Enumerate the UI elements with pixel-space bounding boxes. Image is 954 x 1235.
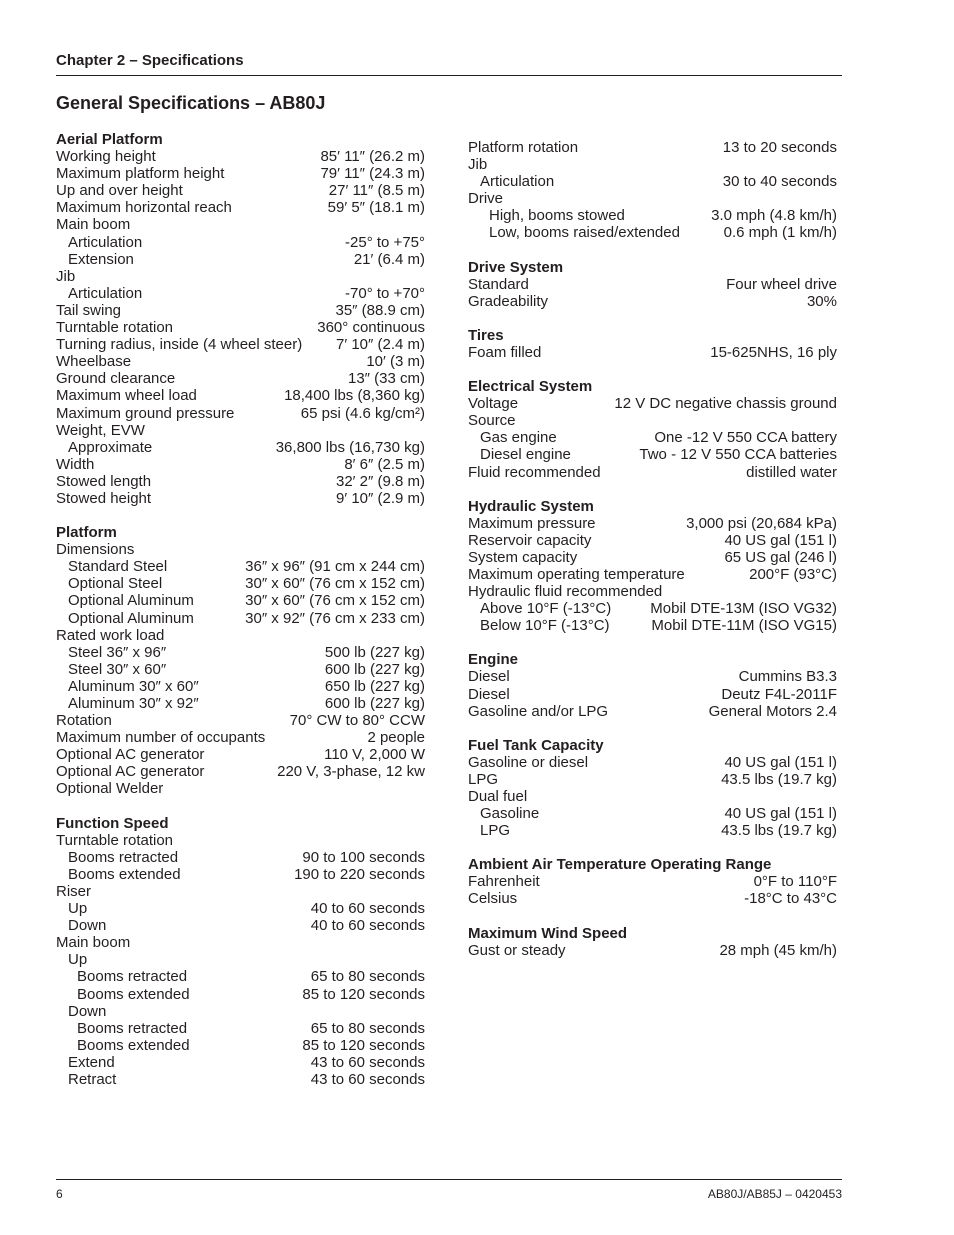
spec-label: Reservoir capacity — [468, 531, 592, 549]
spec-row — [56, 182, 425, 199]
spec-row — [468, 686, 837, 703]
spec-value: 3.0 mph (4.8 km/h) — [711, 207, 837, 225]
spec-row — [56, 405, 425, 422]
spec-label: Up — [68, 900, 88, 918]
spec-row — [468, 173, 837, 190]
spec-label: Below 10°F (-13°C) — [480, 617, 610, 635]
spec-label: Diesel engine — [480, 446, 571, 464]
spec-value: 600 lb (227 kg) — [324, 660, 425, 678]
spec-row — [468, 754, 837, 771]
spec-row — [468, 805, 837, 822]
spec-value: 110 V, 2,000 W — [324, 746, 425, 764]
spec-section — [468, 737, 837, 840]
spec-value: 18,400 lbs (8,360 kg) — [284, 387, 425, 405]
spec-value: 79′ 11″ (24.3 m) — [320, 165, 425, 183]
spec-label: Stowed height — [56, 489, 152, 507]
spec-label: Above 10°F (-13°C) — [480, 600, 612, 618]
spec-label: Jib — [468, 156, 488, 174]
spec-row — [56, 780, 425, 797]
spec-label: Rated work load — [56, 626, 165, 644]
spec-label: Fahrenheit — [468, 873, 540, 891]
spec-label: Main boom — [56, 216, 131, 234]
spec-value: 35″ (88.9 cm) — [335, 301, 425, 319]
spec-value: 85′ 11″ (26.2 m) — [320, 148, 425, 166]
spec-row — [468, 942, 837, 959]
spec-label: Optional Aluminum — [68, 609, 194, 627]
spec-value: -25° to +75° — [345, 233, 425, 251]
spec-row — [468, 139, 837, 156]
spec-row — [56, 1054, 425, 1071]
spec-label: Aluminum 30″ x 92″ — [68, 695, 199, 712]
spec-row — [468, 788, 837, 805]
spec-row — [56, 951, 425, 968]
spec-value: 13″ (33 cm) — [348, 370, 425, 388]
spec-label: Gradeability — [468, 292, 549, 310]
spec-row — [56, 370, 425, 387]
spec-row — [468, 190, 837, 207]
spec-label: Retract — [68, 1070, 117, 1088]
spec-value: 10′ (3 m) — [366, 353, 425, 371]
spec-row — [468, 549, 837, 566]
section-title: Ambient Air Temperature Operating Range — [468, 856, 772, 874]
spec-row — [56, 575, 425, 592]
spec-value: 85 to 120 seconds — [302, 1036, 425, 1054]
spec-value: 0.6 mph (1 km/h) — [723, 224, 837, 242]
spec-label: Booms retracted — [77, 968, 188, 986]
spec-row — [56, 917, 425, 934]
spec-value: 30 to 40 seconds — [722, 173, 837, 191]
spec-row — [468, 703, 837, 720]
spec-label: Voltage — [468, 395, 519, 413]
spec-section — [468, 327, 837, 361]
spec-label: LPG — [468, 770, 499, 788]
section-title: Tires — [468, 326, 504, 344]
spec-row — [468, 668, 837, 685]
spec-row — [468, 293, 837, 310]
spec-label: Maximum pressure — [468, 514, 596, 532]
spec-label: Width — [56, 455, 95, 473]
spec-row — [56, 986, 425, 1003]
spec-label: Articulation — [68, 233, 143, 251]
spec-label: Maximum ground pressure — [56, 404, 235, 422]
spec-label: Steel 36″ x 96″ — [68, 643, 167, 661]
spec-row — [56, 251, 425, 268]
spec-row — [56, 644, 425, 661]
spec-label: Weight, EVW — [56, 421, 145, 439]
spec-label: Dimensions — [56, 541, 135, 559]
spec-row — [56, 729, 425, 746]
spec-label: Booms retracted — [77, 1019, 188, 1037]
spec-label: Riser — [56, 882, 92, 900]
spec-label: Turntable rotation — [56, 831, 174, 849]
spec-label: Tail swing — [56, 301, 122, 319]
spec-value: 65 US gal (246 l) — [724, 548, 837, 566]
header-rule — [56, 75, 842, 76]
spec-label: Gasoline — [480, 805, 540, 823]
spec-label: Optional Welder — [56, 780, 164, 798]
spec-label: Stowed length — [56, 472, 152, 490]
spec-label: Main boom — [56, 934, 131, 952]
spec-value: Four wheel drive — [726, 275, 837, 293]
spec-row — [468, 873, 837, 890]
spec-label: Maximum number of occupants — [56, 729, 266, 747]
spec-row — [468, 446, 837, 463]
spec-value: 59′ 5″ (18.1 m) — [327, 199, 425, 217]
spec-value: 43.5 lbs (19.7 kg) — [721, 770, 837, 788]
spec-label: Aluminum 30″ x 60″ — [68, 677, 199, 695]
spec-label: Fluid recommended — [468, 463, 601, 481]
spec-label: Foam filled — [468, 343, 542, 361]
spec-row — [468, 617, 837, 634]
spec-section — [468, 378, 837, 481]
spec-label: Maximum platform height — [56, 165, 225, 183]
spec-value: 43 to 60 seconds — [310, 1053, 425, 1071]
spec-label: Jib — [56, 267, 76, 285]
spec-row — [468, 600, 837, 617]
spec-row — [56, 832, 425, 849]
spec-value: distilled water — [746, 463, 837, 481]
spec-value: 2 people — [367, 729, 425, 747]
spec-section — [468, 925, 837, 959]
spec-row — [468, 207, 837, 224]
spec-label: Celsius — [468, 890, 518, 908]
section-title: Hydraulic System — [468, 497, 594, 515]
footer-rule — [56, 1179, 842, 1180]
spec-row — [468, 464, 837, 481]
spec-label: Up — [68, 951, 88, 969]
spec-row — [56, 592, 425, 609]
spec-label: Booms extended — [77, 985, 190, 1003]
spec-label: Steel 30″ x 60″ — [68, 660, 167, 678]
spec-value: 0°F to 110°F — [753, 873, 837, 891]
spec-row — [56, 387, 425, 404]
section-title: Electrical System — [468, 378, 593, 396]
spec-value: 360° continuous — [317, 319, 425, 337]
spec-value: 36,800 lbs (16,730 kg) — [275, 438, 425, 456]
spec-label: Booms extended — [68, 865, 181, 883]
spec-value: 40 to 60 seconds — [310, 900, 425, 918]
spec-value: 30″ x 92″ (76 cm x 233 cm) — [245, 609, 425, 627]
spec-value: -70° to +70° — [345, 284, 425, 302]
spec-row — [468, 156, 837, 173]
spec-value: One -12 V 550 CCA battery — [654, 429, 837, 447]
page-title: General Specifications – AB80J — [56, 93, 326, 113]
spec-label: Source — [468, 412, 516, 430]
spec-value: 30″ x 60″ (76 cm x 152 cm) — [245, 592, 425, 610]
section-title: Drive System — [468, 258, 564, 276]
spec-value: 21′ (6.4 m) — [353, 250, 425, 268]
spec-value: 3,000 psi (20,684 kPa) — [686, 514, 837, 532]
spec-label: Diesel — [468, 685, 510, 703]
section-title: Engine — [468, 651, 519, 669]
spec-row — [56, 439, 425, 456]
spec-row — [468, 771, 837, 788]
spec-label: Maximum horizontal reach — [56, 199, 232, 217]
spec-value: 28 mph (45 km/h) — [719, 941, 837, 959]
spec-value: Deutz F4L-2011F — [721, 685, 837, 703]
spec-value: 220 V, 3-phase, 12 kw — [277, 763, 425, 781]
spec-row — [56, 1071, 425, 1088]
spec-label: Optional Steel — [68, 575, 163, 593]
spec-row — [468, 532, 837, 549]
spec-label: Gust or steady — [468, 941, 566, 959]
spec-value: Cummins B3.3 — [738, 668, 837, 686]
spec-row — [56, 558, 425, 575]
spec-section — [468, 651, 837, 719]
spec-row — [56, 763, 425, 780]
spec-section — [468, 259, 837, 310]
spec-row — [468, 583, 837, 600]
spec-value: 43.5 lbs (19.7 kg) — [721, 822, 837, 840]
spec-section — [468, 139, 837, 242]
section-title: Function Speed — [56, 814, 169, 832]
spec-value: 90 to 100 seconds — [302, 848, 425, 866]
spec-value: 600 lb (227 kg) — [324, 695, 425, 712]
spec-row — [56, 285, 425, 302]
section-title: Aerial Platform — [56, 131, 163, 148]
spec-row — [56, 490, 425, 507]
spec-label: Down — [68, 1002, 107, 1020]
spec-value: 190 to 220 seconds — [294, 865, 425, 883]
spec-value: 30% — [806, 292, 837, 310]
spec-row — [56, 712, 425, 729]
spec-value: 85 to 120 seconds — [302, 985, 425, 1003]
spec-value: 32′ 2″ (9.8 m) — [336, 472, 425, 490]
spec-value: 40 US gal (151 l) — [724, 805, 837, 823]
spec-label: Standard — [468, 275, 529, 293]
spec-value: 40 to 60 seconds — [310, 917, 425, 935]
spec-label: System capacity — [468, 548, 578, 566]
spec-value: 70° CW to 80° CCW — [289, 712, 425, 730]
spec-row — [56, 934, 425, 951]
right-column — [468, 139, 837, 976]
spec-label: Optional Aluminum — [68, 592, 194, 610]
spec-section — [56, 524, 425, 798]
spec-row — [56, 883, 425, 900]
spec-label: Drive — [468, 190, 504, 208]
spec-row — [56, 661, 425, 678]
spec-label: Booms retracted — [68, 848, 179, 866]
spec-row — [56, 610, 425, 627]
spec-row — [56, 302, 425, 319]
spec-value: 13 to 20 seconds — [722, 139, 837, 156]
spec-label: Hydraulic fluid recommended — [468, 583, 663, 601]
spec-label: Maximum operating temperature — [468, 565, 685, 583]
spec-row — [56, 336, 425, 353]
spec-section — [56, 815, 425, 1089]
section-title: Platform — [56, 524, 117, 542]
section-title: Fuel Tank Capacity — [468, 736, 604, 754]
spec-value: General Motors 2.4 — [708, 702, 837, 720]
spec-row — [56, 199, 425, 216]
spec-row — [56, 234, 425, 251]
spec-label: Standard Steel — [68, 558, 168, 576]
spec-value: 9′ 10″ (2.9 m) — [336, 489, 425, 507]
spec-value: Two - 12 V 550 CCA batteries — [639, 446, 837, 464]
spec-row — [56, 1020, 425, 1037]
spec-label: Up and over height — [56, 182, 183, 200]
spec-label: High, booms stowed — [489, 207, 625, 225]
spec-label: Dual fuel — [468, 788, 528, 805]
spec-row — [468, 276, 837, 293]
spec-row — [468, 412, 837, 429]
spec-value: 30″ x 60″ (76 cm x 152 cm) — [245, 575, 425, 593]
spec-row — [56, 900, 425, 917]
spec-row — [56, 849, 425, 866]
spec-section — [468, 856, 837, 907]
spec-value: 65 to 80 seconds — [310, 968, 425, 986]
spec-label: Booms extended — [77, 1036, 190, 1054]
spec-row — [56, 678, 425, 695]
spec-label: Approximate — [68, 438, 153, 456]
spec-label: Platform rotation — [468, 139, 579, 156]
spec-label: Maximum wheel load — [56, 387, 197, 405]
spec-value: 36″ x 96″ (91 cm x 244 cm) — [245, 558, 425, 576]
spec-value: 27′ 11″ (8.5 m) — [328, 182, 425, 200]
spec-label: Diesel — [468, 668, 510, 686]
spec-section — [56, 131, 425, 507]
spec-value: 40 US gal (151 l) — [724, 753, 837, 771]
spec-row — [56, 216, 425, 233]
spec-row — [56, 422, 425, 439]
spec-label: Ground clearance — [56, 370, 176, 388]
spec-row — [468, 890, 837, 907]
page-number: 6 — [56, 1187, 63, 1201]
spec-row — [468, 515, 837, 532]
spec-row — [56, 319, 425, 336]
spec-row — [468, 344, 837, 361]
spec-value: 200°F (93°C) — [749, 565, 837, 583]
spec-row — [468, 822, 837, 839]
spec-value: 15-625NHS, 16 ply — [710, 343, 837, 361]
spec-section — [468, 498, 837, 635]
spec-row — [56, 353, 425, 370]
spec-label: Optional AC generator — [56, 763, 205, 781]
spec-label: Gasoline and/or LPG — [468, 702, 609, 720]
spec-value: 8′ 6″ (2.5 m) — [344, 455, 425, 473]
spec-label: Rotation — [56, 712, 112, 730]
spec-label: Working height — [56, 148, 156, 166]
spec-value: 12 V DC negative chassis ground — [614, 395, 837, 413]
spec-label: Turning radius, inside (4 wheel steer) — [56, 336, 303, 354]
spec-row — [56, 165, 425, 182]
spec-value: -18°C to 43°C — [744, 890, 837, 908]
spec-value: 43 to 60 seconds — [310, 1070, 425, 1088]
spec-row — [56, 695, 425, 712]
spec-value: 650 lb (227 kg) — [324, 677, 425, 695]
spec-value: 65 psi (4.6 kg/cm²) — [300, 404, 425, 422]
spec-row — [468, 224, 837, 241]
spec-row — [56, 627, 425, 644]
spec-label: Optional AC generator — [56, 746, 205, 764]
spec-row — [56, 866, 425, 883]
spec-value: 500 lb (227 kg) — [324, 643, 425, 661]
spec-value: Mobil DTE-11M (ISO VG15) — [651, 617, 837, 635]
document-id: AB80J/AB85J – 0420453 — [707, 1187, 842, 1201]
spec-row — [468, 429, 837, 446]
section-title: Maximum Wind Speed — [468, 924, 628, 942]
spec-row — [56, 968, 425, 985]
spec-label: Turntable rotation — [56, 319, 174, 337]
spec-row — [56, 268, 425, 285]
spec-row — [56, 746, 425, 763]
spec-label: Gasoline or diesel — [468, 753, 589, 771]
spec-label: LPG — [480, 822, 511, 840]
spec-label: Down — [68, 917, 107, 935]
spec-label: Extend — [68, 1053, 115, 1071]
spec-row — [56, 148, 425, 165]
spec-value: Mobil DTE-13M (ISO VG32) — [650, 600, 837, 618]
left-column — [56, 131, 425, 1105]
spec-value: 40 US gal (151 l) — [724, 531, 837, 549]
spec-value: 65 to 80 seconds — [310, 1019, 425, 1037]
spec-row — [56, 541, 425, 558]
spec-label: Articulation — [480, 173, 555, 191]
spec-row — [468, 566, 837, 583]
spec-row — [56, 456, 425, 473]
chapter-header: Chapter 2 – Specifications — [56, 52, 244, 69]
spec-label: Low, booms raised/extended — [489, 224, 680, 242]
spec-value: 7′ 10″ (2.4 m) — [336, 336, 425, 354]
spec-label: Wheelbase — [56, 353, 132, 371]
spec-label: Articulation — [68, 284, 143, 302]
spec-label: Gas engine — [480, 429, 557, 447]
spec-label: Extension — [68, 250, 134, 268]
spec-row — [56, 473, 425, 490]
spec-row — [56, 1003, 425, 1020]
spec-row — [56, 1037, 425, 1054]
spec-row — [468, 395, 837, 412]
